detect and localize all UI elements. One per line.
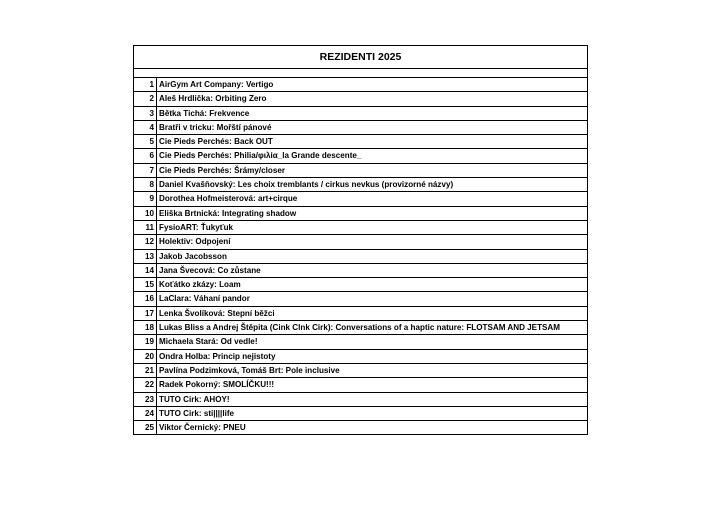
resident-entry: Cie Pieds Perchés: Back OUT: [159, 137, 273, 147]
resident-entry: Bratři v tricku: Mořští pánové: [159, 122, 272, 132]
row-number: 7: [134, 164, 157, 177]
table-row: [134, 92, 587, 106]
table-row: [134, 235, 587, 249]
row-number: 19: [134, 335, 157, 348]
resident-entry: Aleš Hrdlička: Orbiting Zero: [159, 94, 267, 104]
row-number: 2: [134, 92, 157, 105]
resident-entry: Holektiv: Odpojení: [159, 237, 231, 247]
table-row: [134, 221, 587, 235]
row-number: 4: [134, 121, 157, 134]
resident-entry: Cie Pieds Perchés: Philia/φιλία_la Grande descente_: [159, 151, 362, 161]
table-body: [134, 78, 587, 434]
row-number: 1: [134, 78, 157, 91]
row-number: 15: [134, 278, 157, 291]
table-row: [134, 378, 587, 392]
resident-entry: Pavlína Podzimková, Tomáš Brt: Pole inclusive: [159, 365, 340, 375]
row-number: 17: [134, 307, 157, 320]
row-number: 9: [134, 192, 157, 205]
resident-entry: Cie Pieds Perchés: Šrámy/closer: [159, 165, 285, 175]
resident-entry: Lenka Švolíková: Stepní běžci: [159, 308, 275, 318]
table-row: [134, 350, 587, 364]
row-number: 6: [134, 149, 157, 162]
row-number: 11: [134, 221, 157, 234]
resident-entry: Daniel Kvašňovský: Les choix tremblants / cirkus nevkus (provizorné názvy): [159, 180, 454, 190]
resident-entry: TUTO Cirk: AHOY!: [159, 394, 230, 404]
table-row: [134, 250, 587, 264]
residents-table: [133, 45, 588, 435]
row-number: 21: [134, 364, 157, 377]
resident-entry: Dorothea Hofmeisterová: art+cirque: [159, 194, 298, 204]
resident-entry: TUTO Cirk: sti||||life: [159, 408, 235, 418]
resident-entry: Jakob Jacobsson: [159, 251, 227, 261]
table-row: [134, 178, 587, 192]
row-number: 12: [134, 235, 157, 248]
row-number: 18: [134, 321, 157, 334]
resident-entry: Ondra Holba: Princip nejistoty: [159, 351, 276, 361]
table-row: [134, 207, 587, 221]
row-number: 25: [134, 421, 157, 434]
table-row: [134, 421, 587, 434]
row-number: 3: [134, 107, 157, 120]
row-number: 5: [134, 135, 157, 148]
row-number: 16: [134, 292, 157, 305]
row-number: 14: [134, 264, 157, 277]
row-number: 24: [134, 407, 157, 420]
table-row: [134, 292, 587, 306]
table-row: [134, 364, 587, 378]
table-row: [134, 192, 587, 206]
resident-entry: Koťátko zkázy: Loam: [159, 280, 241, 290]
resident-entry: Eliška Brtnická: Integrating shadow: [159, 208, 297, 218]
row-number: 22: [134, 378, 157, 391]
resident-entry: Radek Pokorný: SMOLÍČKU!!!: [159, 380, 275, 390]
row-number: 23: [134, 393, 157, 406]
table-row: [134, 164, 587, 178]
row-number: 20: [134, 350, 157, 363]
resident-entry: FysioART: Ťukyťuk: [159, 222, 234, 232]
table-row: [134, 321, 587, 335]
empty-row: [134, 69, 587, 78]
table-row: [134, 393, 587, 407]
resident-entry: AirGym Art Company: Vertigo: [159, 80, 274, 89]
table-row: [134, 407, 587, 421]
row-number: 8: [134, 178, 157, 191]
table-row: [134, 121, 587, 135]
table-row: [134, 264, 587, 278]
row-number: 13: [134, 250, 157, 263]
table-row: [134, 135, 587, 149]
resident-entry: Michaela Stará: Od vedle!: [159, 337, 258, 347]
table-row: [134, 78, 587, 92]
table-row: [134, 335, 587, 349]
resident-entry: Viktor Černický: PNEU: [159, 423, 246, 433]
row-number: 10: [134, 207, 157, 220]
table-row: [134, 107, 587, 121]
table-row: [134, 307, 587, 321]
resident-entry: Lukas Bliss a Andrej Štěpita (Cink Clnk Cirk): Conversations of a haptic nature: FLOTSAM AND JETSAM: [159, 323, 560, 333]
resident-entry: Bětka Tichá: Frekvence: [159, 108, 250, 118]
resident-entry: LaClara: Váhaní pandor: [159, 294, 250, 304]
table-row: [134, 278, 587, 292]
resident-entry: Jana Švecová: Co zůstane: [159, 265, 261, 275]
table-row: [134, 149, 587, 163]
table-title: REZIDENTI 2025: [134, 46, 587, 69]
